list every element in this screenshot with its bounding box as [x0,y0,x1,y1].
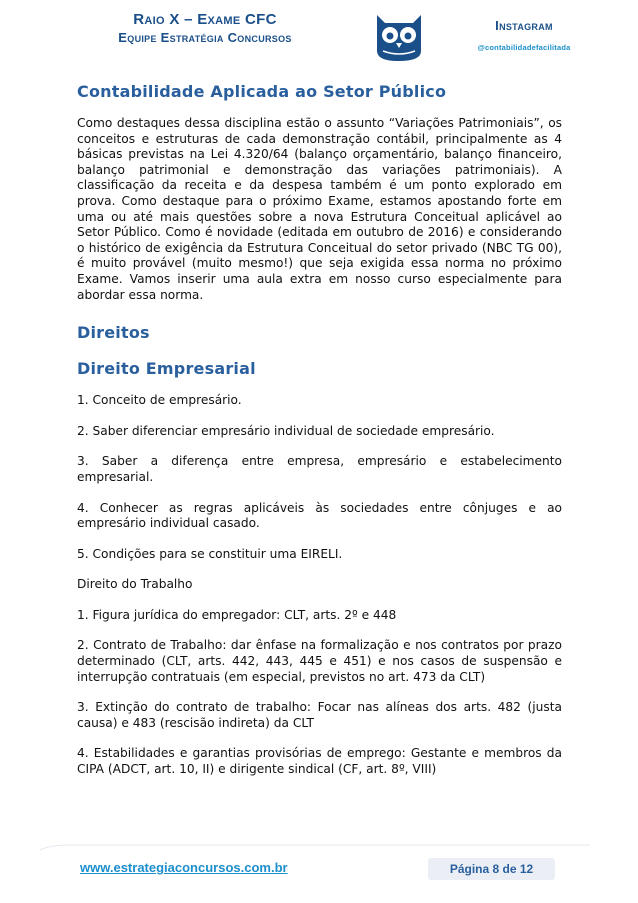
list-item: 3. Saber a diferença entre empresa, empresário e estabelecimento empresarial. [77,454,562,484]
header-title: Raio X – Exame CFC [133,11,277,28]
list-item: 1. Figura jurídica do empregador: CLT, arts. 2º e 448 [77,607,397,622]
page-header [0,0,638,72]
section-title-direitos: Direitos [77,323,150,343]
list-item: 1. Conceito de empresário. [77,393,242,408]
list-item: 5. Condições para se constituir uma EIRELI. [77,546,343,561]
list-item: 2. Contrato de Trabalho: dar ênfase na formalização e nos contratos por prazo determinado (CLT, arts. 442, 443, 445 e 451) e nos casos de suspensão e interrupção contratuais (em especial, previstos no art. 473 da CLT) [77,638,562,684]
section-subtitle-direito-empresarial: Direito Empresarial [77,359,256,379]
list-item: 2. Saber diferenciar empresário individual de sociedade empresário. [77,423,495,438]
social-handle[interactable]: @contabilidadefacilitada [477,43,571,52]
header-title-block [60,10,350,47]
section-body-contabilidade: Como destaques dessa disciplina estão o assunto “Variações Patrimoniais”, os conceitos e estruturas de cada demonstração contábil, principalmente as 4 básicas previstas na Lei 4.320/64 (balanço orçamentário, balanço financeiro, balanço patrimonial e demonstração das variações patrimoniais). A classificação da receita e da despesa também é um ponto explorado em prova. Como destaque para o próximo Exame, estamos apostando forte em uma ou até mais questões sobre a nova Estrutura Conceitual aplicável ao Setor Público. Como é novidade (editada em outubro de 2016) e considerando o histórico de exigência da Estrutura Conceitual do setor privado (NBC TG 00), é muito provável (muito mesmo!) que seja exigida essa norma no próximo Exame. Vamos inserir uma aula extra em nosso curso especialmente para abordar essa norma. [77,116,562,302]
social-label: Instagram [495,18,553,33]
header-subtitle: Equipe Estratégia Concursos [118,30,292,45]
list-item: 3. Extinção do contrato de trabalho: Focar nas alíneas dos arts. 482 (justa causa) e 483 (rescisão indireta) da CLT [77,700,562,730]
website-link[interactable]: www.estrategiaconcursos.com.br [80,860,288,875]
list-item: 4. Estabilidades e garantias provisórias de emprego: Gestante e membros da CIPA (ADCT, art. 10, II) e dirigente sindical (CF, art. 8º, VIII) [77,746,562,777]
footer-decoration [0,800,638,903]
page-content [77,82,562,793]
social-block [440,18,608,52]
page-number-badge: Página 8 de 12 [428,858,555,880]
subheading-direito-do-trabalho: Direito do Trabalho [77,577,193,592]
list-item: 4. Conhecer as regras aplicáveis às sociedades entre cônjuges e ao empresário individual casado. [77,500,562,531]
owl-logo-icon [371,11,427,63]
section-title-contabilidade: Contabilidade Aplicada ao Setor Público [77,82,447,101]
